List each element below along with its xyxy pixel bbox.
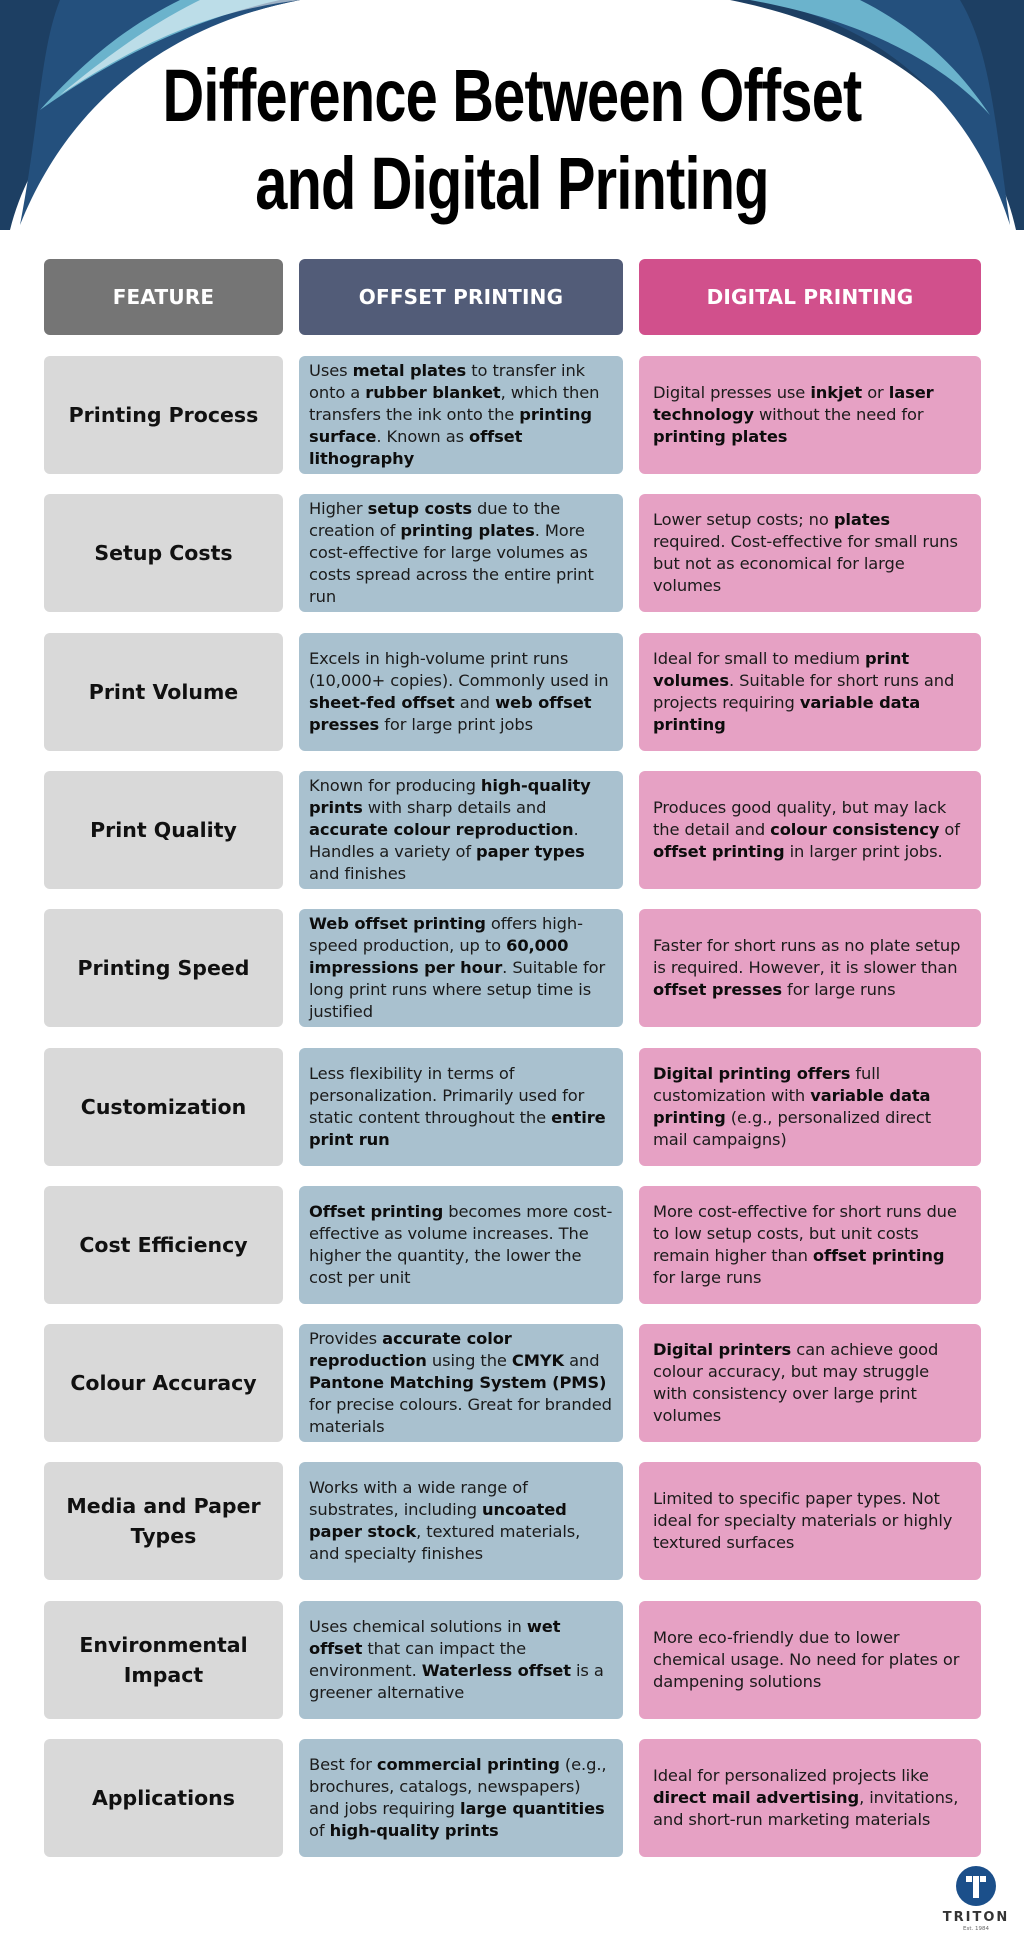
digital-cell-text: Limited to specific paper types. Not ideal for specialty materials or highly textured surfaces bbox=[653, 1489, 953, 1553]
table-row bbox=[44, 771, 981, 889]
digital-cell-text: Ideal for small to medium print volumes. Suitable for short runs and projects requiring variable data printing bbox=[653, 648, 955, 734]
offset-cell-text: Higher setup costs due to the creation of printing plates. More cost-effective for large volumes as costs spread across the entire print run bbox=[309, 499, 594, 607]
digital-cell bbox=[639, 494, 981, 612]
logo-wordmark: TRITON bbox=[942, 1910, 1010, 1925]
feature-cell: Applications bbox=[44, 1739, 283, 1857]
feature-cell: Printing Process bbox=[44, 356, 283, 474]
feature-cell: Colour Accuracy bbox=[44, 1324, 283, 1442]
header-feature: FEATURE bbox=[44, 259, 283, 335]
offset-cell-text: Less flexibility in terms of personalization. Primarily used for static content throughout the entire print run bbox=[309, 1063, 606, 1149]
offset-cell bbox=[299, 1739, 623, 1857]
digital-cell-text: Digital printers can achieve good colour accuracy, but may struggle with consistency over large print volumes bbox=[653, 1340, 939, 1426]
offset-cell-text: Known for producing high-quality prints with sharp details and accurate colour reproduction. Handles a variety of paper types and finishes bbox=[309, 775, 591, 883]
table-row bbox=[44, 356, 981, 474]
table-row bbox=[44, 1462, 981, 1580]
digital-cell-text: Faster for short runs as no plate setup is required. However, it is slower than offset presses for large runs bbox=[653, 936, 961, 1000]
table-row bbox=[44, 1186, 981, 1304]
digital-cell bbox=[639, 633, 981, 751]
table-row bbox=[44, 909, 981, 1027]
table-header-row bbox=[44, 259, 981, 335]
title-line-2: and Digital Printing bbox=[255, 142, 769, 225]
offset-cell-text: Offset printing becomes more cost-effective as volume increases. The higher the quantity, the lower the cost per unit bbox=[309, 1201, 613, 1287]
digital-cell bbox=[639, 1048, 981, 1166]
feature-cell: Media and Paper Types bbox=[44, 1462, 283, 1580]
feature-cell: Print Volume bbox=[44, 633, 283, 751]
digital-cell bbox=[639, 1601, 981, 1719]
table-row bbox=[44, 494, 981, 612]
feature-cell: Setup Costs bbox=[44, 494, 283, 612]
offset-cell bbox=[299, 1324, 623, 1442]
digital-cell-text: Lower setup costs; no plates required. Cost-effective for small runs but not as economical for large volumes bbox=[653, 510, 958, 596]
offset-cell bbox=[299, 909, 623, 1027]
digital-cell bbox=[639, 1186, 981, 1304]
offset-cell-text: Excels in high-volume print runs (10,000+ copies). Commonly used in sheet-fed offset and web offset presses for large print jobs bbox=[309, 648, 609, 734]
offset-cell bbox=[299, 1601, 623, 1719]
digital-cell bbox=[639, 1739, 981, 1857]
offset-cell bbox=[299, 1186, 623, 1304]
offset-cell bbox=[299, 1462, 623, 1580]
table-row bbox=[44, 1048, 981, 1166]
page-title bbox=[113, 52, 912, 228]
feature-cell: Print Quality bbox=[44, 771, 283, 889]
triton-logo bbox=[942, 1866, 1010, 1932]
title-line-1: Difference Between Offset bbox=[162, 54, 862, 137]
triton-t-logo-icon bbox=[956, 1866, 996, 1906]
digital-cell bbox=[639, 1324, 981, 1442]
digital-cell bbox=[639, 771, 981, 889]
offset-cell-text: Web offset printing offers high-speed production, up to 60,000 impressions per hour. Suitable for long print runs where setup time is justified bbox=[309, 914, 606, 1022]
digital-cell-text: More cost-effective for short runs due to low setup costs, but unit costs remain higher than offset printing for large runs bbox=[653, 1201, 957, 1287]
offset-cell bbox=[299, 356, 623, 474]
offset-cell-text: Uses chemical solutions in wet offset that can impact the environment. Waterless offset is a greener alternative bbox=[309, 1616, 604, 1702]
table-row bbox=[44, 1739, 981, 1857]
offset-cell-text: Works with a wide range of substrates, including uncoated paper stock, textured materials, and specialty finishes bbox=[309, 1478, 581, 1564]
offset-cell bbox=[299, 633, 623, 751]
table-row bbox=[44, 1324, 981, 1442]
digital-cell-text: Digital printing offers full customization with variable data printing (e.g., personalized direct mail campaigns) bbox=[653, 1063, 932, 1149]
digital-cell-text: Digital presses use inkjet or laser technology without the need for printing plates bbox=[653, 383, 934, 446]
offset-cell bbox=[299, 1048, 623, 1166]
digital-cell-text: Produces good quality, but may lack the detail and colour consistency of offset printing in larger print jobs. bbox=[653, 797, 960, 861]
feature-cell: Cost Efficiency bbox=[44, 1186, 283, 1304]
feature-cell: Environmental Impact bbox=[44, 1601, 283, 1719]
table-row bbox=[44, 1601, 981, 1719]
digital-cell bbox=[639, 1462, 981, 1580]
table-row bbox=[44, 633, 981, 751]
digital-cell-text: More eco-friendly due to lower chemical usage. No need for plates or dampening solutions bbox=[653, 1627, 960, 1691]
offset-cell-text: Uses metal plates to transfer ink onto a rubber blanket, which then transfers the ink onto the printing surface. Known as offset lithography bbox=[309, 361, 600, 468]
offset-cell bbox=[299, 771, 623, 889]
digital-cell bbox=[639, 909, 981, 1027]
logo-tagline: Est. 1984 bbox=[963, 1926, 989, 1932]
header-offset-printing: OFFSET PRINTING bbox=[299, 259, 623, 335]
feature-cell: Printing Speed bbox=[44, 909, 283, 1027]
header-digital-printing: DIGITAL PRINTING bbox=[639, 259, 981, 335]
digital-cell-text: Ideal for personalized projects like direct mail advertising, invitations, and short-run marketing materials bbox=[653, 1766, 959, 1829]
digital-cell bbox=[639, 356, 981, 474]
offset-cell-text: Provides accurate color reproduction using the CMYK and Pantone Matching System (PMS) for precise colours. Great for branded materials bbox=[309, 1329, 612, 1437]
offset-cell-text: Best for commercial printing (e.g., brochures, catalogs, newspapers) and jobs requiring large quantities of high-quality prints bbox=[309, 1755, 607, 1840]
feature-cell: Customization bbox=[44, 1048, 283, 1166]
offset-cell bbox=[299, 494, 623, 612]
